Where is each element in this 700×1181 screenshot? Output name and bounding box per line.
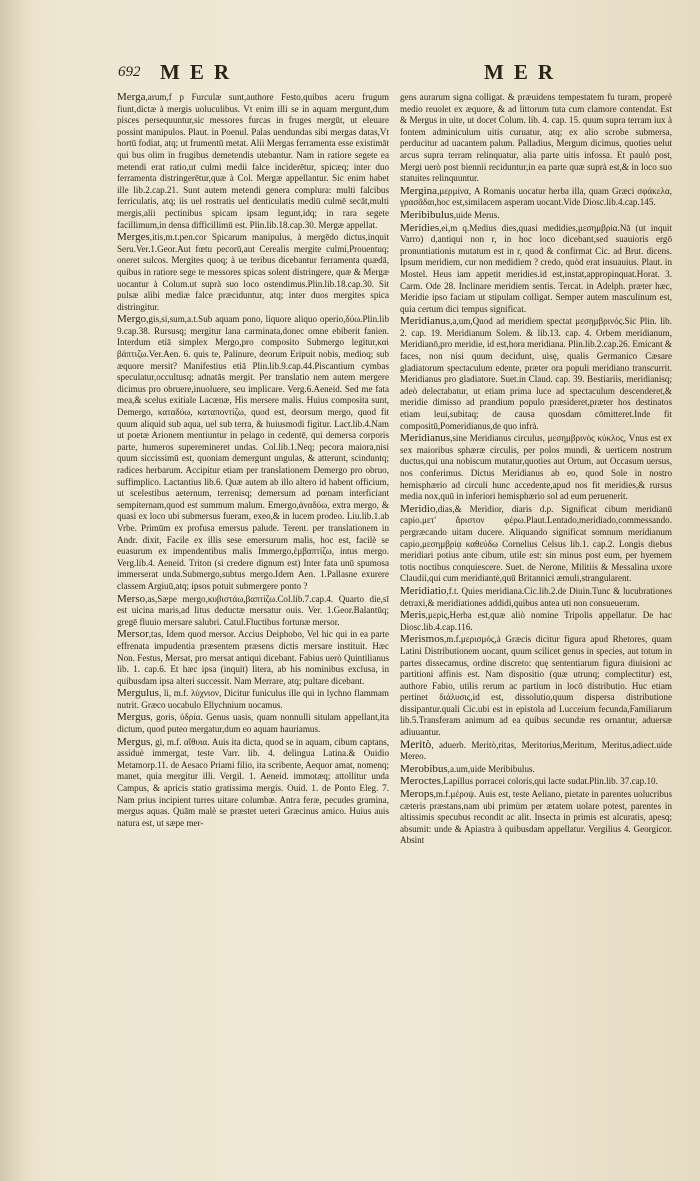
dictionary-entry (400, 504, 672, 585)
dictionary-entry (400, 92, 672, 185)
entry-headword: Mergina (400, 184, 438, 197)
dictionary-entry (400, 740, 672, 763)
entry-text: ,f.t. Quies meridiana.Cic.lib.2.de Diuin.Tunc & lucubrationes detraxi,& meridiationes addidi,quibus antea uti non consueueram. (400, 585, 672, 608)
entry-text: ,μερὶς,Herba est,quæ aliò nomine Tripolis appellatur. De hac Diosc.lib.4.cap.116. (400, 610, 672, 632)
entry-headword: Meridianus (400, 432, 451, 445)
entry-headword: Meridiatio (400, 584, 447, 597)
entry-text: ,m.f.μερισμός,à Græcis dicitur figura apud Rhetores, quam Latini Distributionem uocant, quum scilicet genus in species, aut totum in partes dissecamus, ordine discreto: quę sententiarum figura diuisioni ac partitioni affinis est. Nam dispositio (quæ utrunq; complectitur) est, authore Fabio, utilis rerum ac partium in locō distributio. Huc etiam pertinet διάλυσις,id est, dissolutio,quum dispersa distributione dissipantur.quali Cic.ubi est in epistola ad Lucceium fecunda,Familiarum lib.5.Transferam animum ad ea quibus secundæ res ornantur, aduersæ adiuuantur. (400, 634, 672, 738)
entry-headword: Mergus (117, 735, 151, 748)
right-column (400, 92, 672, 1121)
left-column (117, 92, 389, 1121)
dictionary-entry (400, 610, 672, 633)
dictionary-entry (117, 232, 389, 313)
entry-headword: Meris (400, 609, 426, 622)
entry-text: ,uide Merus. (453, 209, 500, 220)
entry-text: ,Lapillus porracei coloris,qui lacte sudat.Plin.lib. 37.cap.10. (440, 776, 658, 787)
page-number: 692 (118, 64, 141, 80)
entry-text: ,sine Meridianus circulus, μεσημβρινὸς κύκλος, Vnus est ex sex maioribus sphæræ circulis, per polos mundi, & uerticem nostrum ductus,qui una nobiscum mutatur,quoties aut Ortum, aut Occasum uersus, nos conferimus. Dictus Meridianus ab eo, quod Sole in nostro hemisphærio ad circuli hunc accedente,apud nos fit meridies,& rursus media nox,quū in inferiori hemisphærio sol ad eum peruenerit. (400, 433, 672, 502)
entry-headword: Merops (400, 788, 434, 801)
gutter-shadow (0, 0, 28, 1181)
entry-text: ,ei,m q.Medius dies,quasi medidies,μεσημβρία.Nā (ut inquit Varro) d,antiqui non r, in hoc loco dicebant,sed suauioris ergō pronuntiationis mutatum est in r, quod & confirmat Cic. ad Brut. dicens. Ipsum meridiem, cur non medidiem ? credo, quòd erat insuauius. Plaut. in Mostel. Heus iam appetit meridies.id est,instat,appropinquat.Horat. 3. Carm. Ode 28. Inclinare meridiem sentis. Tercat. in Adelph. præter hæc, Meridie ipso faciam ut stipulam colligat. Semper autem masculinum est, quia certum dici tempus significat. (400, 222, 672, 314)
entry-headword: Meritò (400, 738, 432, 751)
dictionary-entry (400, 186, 672, 209)
entry-headword: Merga (117, 92, 146, 103)
entry-headword: Merismos (400, 633, 444, 646)
entry-headword: Merso (117, 592, 146, 605)
dictionary-entry (117, 594, 389, 629)
entry-headword: Merobibus (400, 762, 448, 775)
dictionary-entry (400, 764, 672, 776)
entry-text: , gi, m.f. αἴθυια. Auis ita dicta, quod se in aquam, cibum captans, assiduè immergat, teste Varr. lib. 4. delingua Latina.& Ouidio Metamorp.11. de Aesaco Priami filio, ita scribente, Aequor amat, nomenq; manet, quia mergitur illi. Vergil. 1. Aeneid. immotæq; attollitur unda Campus, & apricis statio gratissima mergis. Ouid. 1. de Ponto Eleg. 7. Nam prius incipient turres uitare columbæ. Antra feræ, pecudes gramina, mergus aquas. Quām malè se præstet ueteri Græcinus amico. Huius auis natura est, ut sæpe mer- (117, 736, 389, 828)
entry-text: ,a,um,Quod ad meridiem spectat μεσημβρινός.Sic Plin. lib. 2. cap. 19. Meridianum Solem. & lib.13. cap. 4. Orbem meridianum, Meridianō,pro meridie, id est,hora meridiana. Plin.lib.2.cap.26. Emicant & faces, non nisi quum decidunt, uisę, qualis Germanico Cæsare gladiatorum spectaculum edente, præter ora populi meridiano transcurrit. Meridianus pro gladiatore. Suet.in Claud. cap. 39. Bestiariis, meridianisq; adeò delectabatur, ut etiam prima luce ad spectaculum descenderet,& meridie dimisso ad prandium populo præsideret,præter hos destinatos etiam leui,subitaq; de causa quosdam cōmitteret.Inde fit compositū,Pomeridianus,de quo infrà. (400, 316, 672, 431)
entry-text: ,dias,& Meridior, diaris d.p. Significat cibum meridianū capio.μετ' ἄριστον φέρω.Plaut.Lentado,meridiado,commessando. pergræcando uitam ducere. Aliquando significat somnum meridianum capio,μεσημβρίᾳ καθεύδω Cornelius Celsus lib.1. cap.2. Longis diebus meridiari potius ante cibum, utile est: sin minus post eum, per hyemem totis noctibus conquiescere. Suet. de Nerone, Militiis & Messalina uxore Claudii,qui cum meridiantè,quū Britannici æmuli,strangularent. (400, 503, 672, 584)
entry-headword: Meribibulus (400, 208, 454, 221)
running-head-right: MER (484, 60, 563, 84)
dictionary-entry (400, 634, 672, 738)
entry-headword: Mergulus (117, 687, 159, 700)
dictionary-entry (117, 629, 389, 687)
entry-text: ,as,Sæpe mergo,κυβιστάω,βαπτίζω.Col.lib.7.cap.4. Quarto die,sī est uicina maris,ad litus deductæ mersatur ouis. Ver. 1.Geor.Balantūq; gregē fluuio mersare salubri. Catul.Fluctibus fortunæ mersor. (117, 593, 389, 627)
dictionary-entry (117, 712, 389, 735)
entry-headword: Meridies (400, 221, 440, 234)
entry-headword: Merges (117, 231, 150, 244)
entry-text: , aduerb. Meritò,ritas, Meritorius,Meritum, Meritus,adiect.uide Mereo. (400, 739, 672, 762)
dictionary-entry (400, 223, 672, 316)
entry-headword: Meroctes (400, 775, 441, 788)
entry-headword: Mergus (117, 711, 151, 724)
running-head-left: MER (160, 60, 239, 84)
entry-text: gens aurarum signa colligat. & præuidens tempestatem fu turam, properè medio reuolet ex æquore, & ad littorum tuta cum clamore contendat. Est & Mergus in uite, ut docet Colum. lib. 4. cap. 15. quum supra terram iux à fontem adminiculum uitis curuatur, atq; ex alio scrobe submersa, perducitur ad uacantem palum. Palladius, Mergum dicimus, quoties uelut arcus supra terram relinquatur, alia parte uitis infossa. Et paulò post, Mergi uerò post biennii reciduntur,in ea parte quæ suprà est,& in loco suo statuites relinquuntur. (400, 92, 672, 184)
entry-text: ,itis,m.t.pen.cor Spicarum manipulus, à mergēdo dictus,inquit Seru.Ver.1.Geor.Aut fœtu pecorū,aut Cerealis mergite culmi,Prouentuq; oneret sulcos. Mergites quoq; à ue teribus dicebantur ferramenta quædā, quibus in ratiore sege te messores spicas solent distringere, quæ & Mergæ uocantur à Colum.ut suprà suo loco ostendimus.Plin.lib.18.cap.30. Sit pulsæ alibi mediæ falce præciduntur, atq; inter duos mergites spica distringitur. (117, 232, 389, 312)
entry-text: ,a.um,uide Meribibulus. (447, 763, 535, 774)
entry-text: ,m.f.μέροψ. Auis est, teste Aeliano, pietate in parentes uolucribus cæteris præstans,nam ubi primùm per ætatem uolare potest, parentes in altissimis specubus recondit ac alit. Insecta in primis est alcuratis, apesq; absumit: unde & Apiastra à quibusdam appellatur. Vergilius 4. Georgicor. Absint (400, 789, 672, 846)
dictionary-entry (400, 586, 672, 609)
entry-text: ,μερμίνα, A Romanis uocatur herba illa, quam Græci σφάκελα, γρασᾶδαι,hoc est,similacem asperam uocant.Vide Diosc.lib.4.cap.145. (400, 185, 672, 208)
entry-headword: Meridio (400, 502, 436, 515)
dictionary-entry (117, 314, 389, 592)
dictionary-entry (400, 316, 672, 432)
entry-headword: Mergo (117, 313, 147, 326)
dictionary-entry (400, 789, 672, 847)
entry-text: ,tas, Idem quod mersor. Accius Deiphobo, Vel hic qui in ea parte effrenata impudentia præsentem præsens dictis mersare instituit. Hæc Non. Festus, Mersat, pro mersat antiqui dicebant. Fabius uerò Quintilianus lib. 1. cap.6. Et hæc ipsa (inquit) litera, ab his nominibus exclusa, in quibusdam ipsa alteri successit. Nam Merrare, atq; pultare dicebant. (117, 629, 389, 686)
dictionary-entry (117, 92, 389, 231)
dictionary-entry (400, 210, 672, 222)
entry-text: , goris, ὑδρία. Genus uasis, quam nonnulli situlam appellant,ita dictum, quod puteo mergatur,dum eo aquam hauriamus. (117, 712, 389, 735)
dictionary-entry (117, 688, 389, 711)
entry-text: , li, m.f. λύχνιον, Dicitur funiculus ille qui in lychno flammam nutrit. Græco uocabulo Ellychnium uocamus. (117, 688, 389, 710)
entry-headword: Meridianus (400, 315, 451, 328)
page-header (0, 60, 700, 90)
entry-text: ,gis,si,sum,a.t.Sub aquam pono, liquore aliquo operio,δύω.Plin.lib 9.cap.38. Rursusq; mergitur lana carminata,donec omne ebiberit fanien. Interdum etiā simplex Mergo,pro composito Submergo legitur,καὶ βάπτιζω.Ver.Aen. 6. quis te, Palinure, deorum Eripuit nobis, medioq; sub æquore mersit? Manifestius etiā Plin.lib.9.cap.44.Piscantium cymbas speculatur,occultusq; adnatās mergit. Per translatio nem autem mergere dicimus pro obruere,inuoluere, seu implicare. Verg.6.Aeneid. Sed me fata mea,& scelus exitiale Lacænæ, His mersere malis. Huius composita sunt, Demergo, καταδύω, καταποντίζω, quod est, deorsum mergo, quod fit quum aliquid sub aqua, uel sub terra, & huiusmodi figitur. Lact.lib.4.Nam ut poetæ Arionem mentiuntur in pelago in cedentē, qui demersa corporis parte, humeros superemineret undas. Col.lib.1.Neq; pecora maiora,nisi quum siccissimū est, quoniam demergunt ungulas, & atterunt, scinduntq; radices herbarum. Accipitur etiam per translationem Demergo pro obruo, suffimplico. Lactantius lib.6. Quæ autem ab illo altero id habent officium, ut scelestibus aeternum, terrenisq; demersum ad pœnam interficiant sempiternam,quod est summum malum. Emergo,ἀναδύω, extra mergo, & quasi ex loco ubi submersus fueram, exeo,& in lucem prodeo. Liu.lib.1.ab Vrbe. Primūm ex profusa emersus palude. Terent. per translationem in Andr. dixit, Facile ex illis sese emersurum malis, hoc est, facilè se euasurum ex impendentibus malis Immergo,ἐμβαπτίζω, intus mergo. Verg.lib.4. Aeneid. Triton (si credere dignum est) Inter fata unū spumosa immerserat unda.Submergo,subtus mergo.Idem Aen. 1.Pallasne exurere classem Argiuū,atq; ipsos potuit submergere ponto ? (117, 314, 389, 591)
entry-text: ,arum,f p Furculæ sunt,authore Festo,quibus aceru frugum fiunt,dictæ à mergis uoluculibus. Vt enim illi se in aquam mergunt,dum pisces persequuntur,sic messores furcas in fruges mergūt, ut eleuare possint manipulos. Plaut. in Poenul. Palas uendundas sibi mergas datas,Vt hortū fodiat, atq; ut frumentū metat. Alii Mergas ferramenta esse existimāt qui bus olim in frugibus demetendis utebantur. Nam in ratiore segete ea metendi erat ratio,ut culmi medii falce inciderētur, spicæq; inter duo ferramenta distringerētur,quæ à Col. Mergæ appellantur. Sic enim habet ille lib.2.cap.21. Sunt autem metendi genera complura: multi falcibus ferriculatis, atq; iis uel rostratis uel denticulatis mediū culmē secāt,multi mergis,alii pectinibus spicam ipsam legunt,idq; in rara segete facillimum,in densa difficillimū est. Plin.lib.18.cap.30. Mergæ appellat. (117, 92, 389, 230)
dictionary-entry (400, 776, 672, 788)
dictionary-entry (117, 737, 389, 830)
dictionary-entry (400, 433, 672, 503)
entry-headword: Mersor (117, 628, 149, 641)
